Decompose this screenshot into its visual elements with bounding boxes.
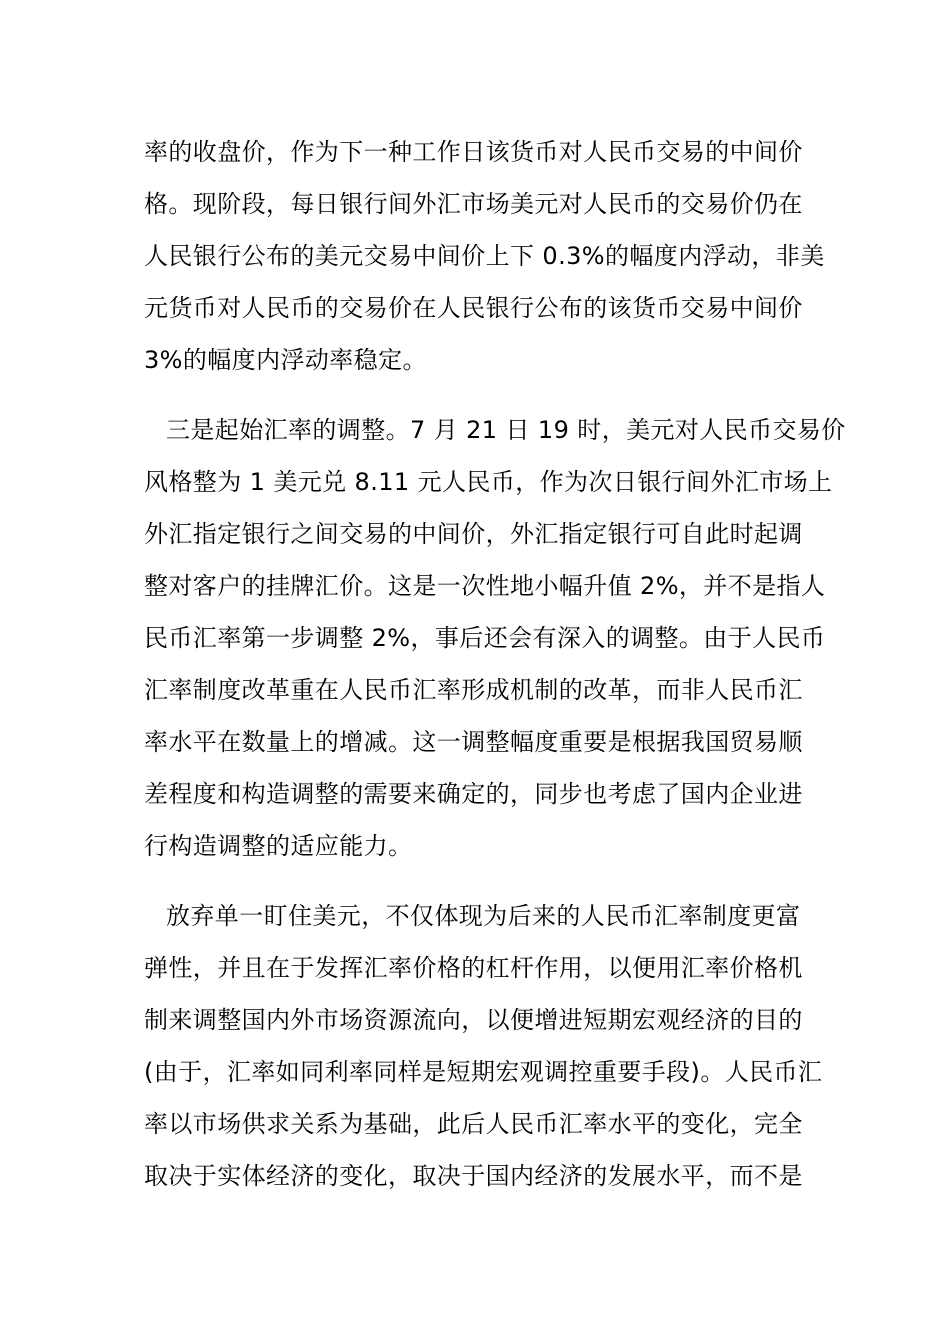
text-line: 格。现阶段，每日银行间外汇市场美元对人民币的交易价仍在 bbox=[144, 190, 803, 218]
text-line: 率的收盘价，作为下一种工作日该货币对人民币交易的中间价 bbox=[144, 138, 803, 166]
text-line: 放弃单一盯住美元，不仅体现为后来的人民币汇率制度更富 bbox=[166, 902, 801, 930]
text-line: 元货币对人民币的交易价在人民银行公布的该货币交易中间价 bbox=[144, 294, 803, 322]
text-line: 风格整为 1 美元兑 8.11 元人民币，作为次日银行间外汇市场上 bbox=[144, 468, 833, 496]
text-line: 整对客户的挂牌汇价。这是一次性地小幅升值 2%，并不是指人 bbox=[144, 572, 826, 600]
text-line: 取决于实体经济的变化，取决于国内经济的发展水平，而不是 bbox=[144, 1162, 803, 1190]
paragraph-spacing bbox=[144, 872, 814, 890]
text-line: 率水平在数量上的增减。这一调整幅度重要是根据我国贸易顺 bbox=[144, 728, 803, 756]
paragraph-spacing bbox=[144, 386, 814, 404]
text-line: 汇率制度改革重在人民币汇率形成机制的改革，而非人民币汇 bbox=[144, 676, 803, 704]
text-line: 率以市场供求关系为基础，此后人民币汇率水平的变化，完全 bbox=[144, 1110, 803, 1138]
text-line: 外汇指定银行之间交易的中间价，外汇指定银行可自此时起调 bbox=[144, 520, 803, 548]
text-line: 人民银行公布的美元交易中间价上下 0.3%的幅度内浮动，非美 bbox=[144, 242, 825, 270]
paragraph bbox=[144, 890, 823, 1202]
paragraph bbox=[144, 126, 825, 386]
text-line: 三是起始汇率的调整。7 月 21 日 19 时，美元对人民币交易价 bbox=[166, 416, 846, 444]
paragraph bbox=[144, 404, 846, 872]
text-line: 差程度和构造调整的需要来确定的，同步也考虑了国内企业进 bbox=[144, 780, 803, 808]
text-line: 民币汇率第一步调整 2%，事后还会有深入的调整。由于人民币 bbox=[144, 624, 826, 652]
text-line: 3%的幅度内浮动率稳定。 bbox=[144, 346, 427, 374]
text-line: (由于，汇率如同利率同样是短期宏观调控重要手段)。人民币汇 bbox=[144, 1058, 823, 1086]
text-line: 弹性，并且在于发挥汇率价格的杠杆作用，以便用汇率价格机 bbox=[144, 954, 803, 982]
text-line: 制来调整国内外市场资源流向，以便增进短期宏观经济的目的 bbox=[144, 1006, 803, 1034]
text-line: 行构造调整的适应能力。 bbox=[144, 832, 413, 860]
document-body bbox=[144, 126, 846, 1202]
